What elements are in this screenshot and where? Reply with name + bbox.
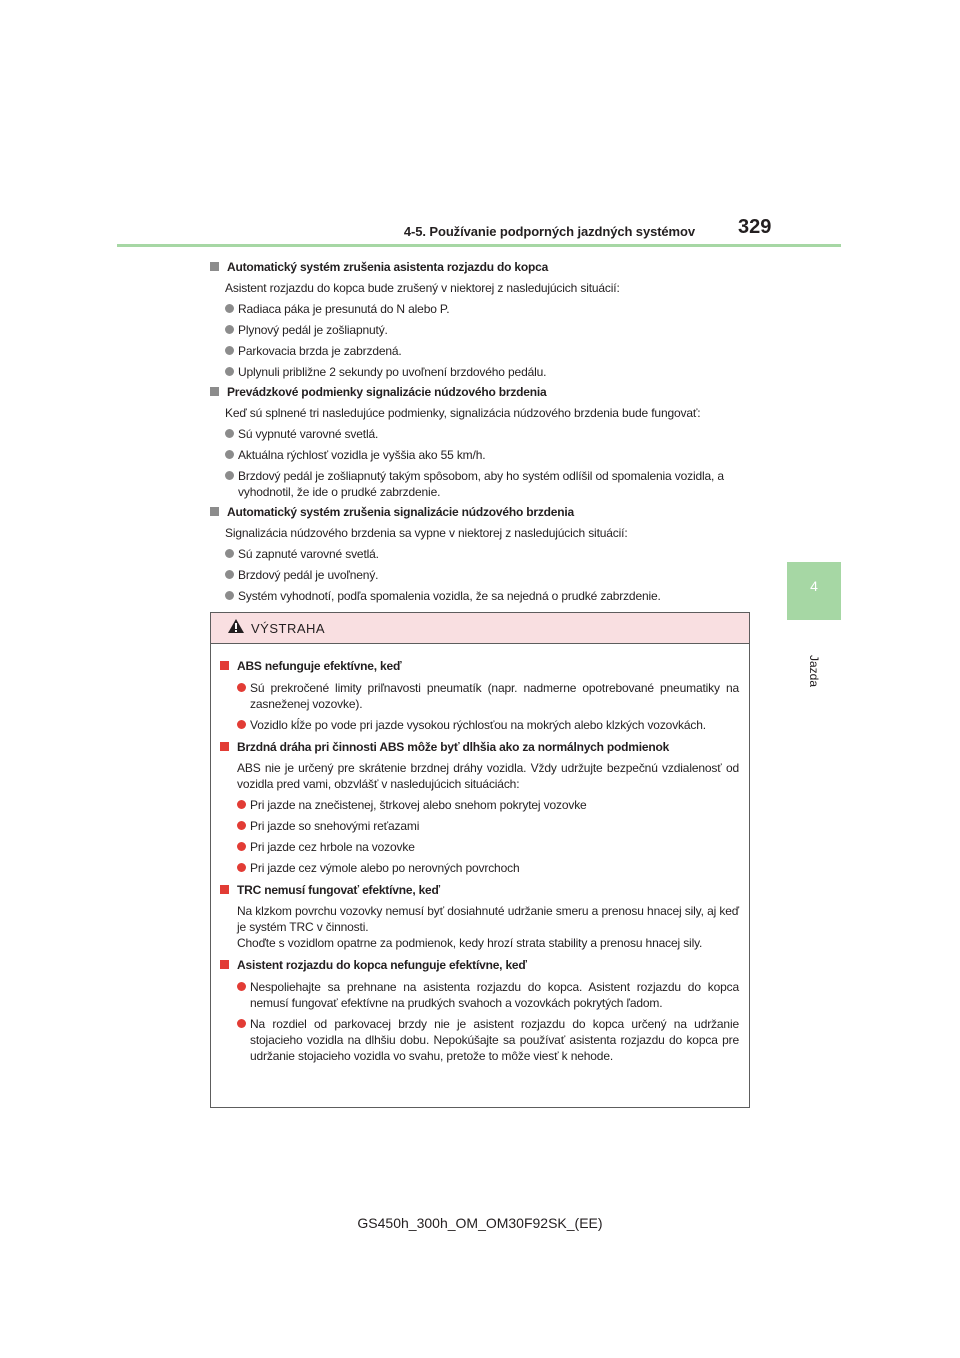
warning-label: VÝSTRAHA	[251, 620, 326, 636]
round-bullet-icon	[237, 982, 246, 991]
list-item: Sú vypnuté varovné svetlá.	[225, 426, 753, 442]
round-bullet-icon	[225, 325, 234, 334]
warning-list-item: Pri jazde so snehovými reťazami	[237, 818, 739, 834]
warning-paragraph: Choďte s vozidlom opatrne za podmienok, kedy hrozí strata stability a prenosu hnacej sily.	[237, 936, 703, 950]
round-bullet-icon	[237, 863, 246, 872]
round-bullet-icon	[237, 1019, 246, 1028]
list-item: Radiaca páka je presunutá do N alebo P.	[225, 301, 753, 317]
warning-list-item: Nespoliehajte sa prehnane na asistenta rozjazdu do kopca. Asistent rozjazdu do kopca nemusí fungovať efektívne na prudkých svahoch a vozovkách pokrytých ľadom.	[237, 979, 739, 1011]
round-bullet-icon	[225, 471, 234, 480]
round-bullet-icon	[237, 720, 246, 729]
section-intro: Asistent rozjazdu do kopca bude zrušený v niektorej z nasledujúcich situácií:	[225, 281, 620, 295]
chapter-label: Jazda	[807, 654, 821, 688]
round-bullet-icon	[225, 570, 234, 579]
page-number: 329	[738, 216, 772, 238]
round-bullet-icon	[237, 842, 246, 851]
round-bullet-icon	[225, 346, 234, 355]
warning-heading: Brzdná dráha pri činnosti ABS môže byť dlhšia ako za normálnych podmienok	[218, 739, 739, 756]
document-code-footer: GS450h_300h_OM_OM30F92SK_(EE)	[357, 1215, 603, 1231]
list-item: Parkovacia brzda je zabrzdená.	[225, 343, 753, 359]
section-intro: Signalizácia núdzového brzdenia sa vypne v niektorej z nasledujúcich situácií:	[225, 526, 628, 540]
square-bullet-icon	[220, 960, 229, 969]
round-bullet-icon	[225, 591, 234, 600]
square-bullet-icon	[210, 387, 219, 396]
warning-list-item: Pri jazde na znečistenej, štrkovej alebo snehom pokrytej vozovke	[237, 797, 739, 813]
warning-list-item: Na rozdiel od parkovacej brzdy nie je asistent rozjazdu do kopca určený na udržanie stojacieho vozidla na dlhšiu dobu. Nepokúšajte sa používať asistenta rozjazdu do kopca pre udržanie stojacieho vozidla vo svahu, pretože to môže viesť k nehode.	[237, 1016, 739, 1064]
warning-body	[211, 644, 749, 1064]
section-heading: Prevádzkové podmienky signalizácie núdzového brzdenia	[208, 384, 753, 401]
warning-list-item: Pri jazde cez výmole alebo po nerovných povrchoch	[237, 860, 739, 876]
round-bullet-icon	[225, 304, 234, 313]
round-bullet-icon	[225, 450, 234, 459]
warning-list-item: Pri jazde cez hrbole na vozovke	[237, 839, 739, 855]
list-item: Uplynuli približne 2 sekundy po uvoľnení brzdového pedálu.	[225, 364, 753, 380]
warning-intro: ABS nie je určený pre skrátenie brzdnej dráhy vozidla. Vždy udržujte bezpečnú vzdialenosť od vozidla pred vami, obzvlášť v nasledujúcich situáciách:	[237, 761, 739, 791]
section-heading: Automatický systém zrušenia asistenta rozjazdu do kopca	[208, 259, 753, 276]
warning-triangle-icon	[227, 618, 245, 639]
square-bullet-icon	[220, 885, 229, 894]
round-bullet-icon	[225, 549, 234, 558]
list-item: Sú zapnuté varovné svetlá.	[225, 546, 753, 562]
square-bullet-icon	[220, 661, 229, 670]
header-divider	[117, 244, 841, 247]
warning-heading: Asistent rozjazdu do kopca nefunguje efektívne, keď	[218, 957, 739, 974]
round-bullet-icon	[237, 683, 246, 692]
list-item: Plynový pedál je zošliapnutý.	[225, 322, 753, 338]
list-item: Brzdový pedál je uvoľnený.	[225, 567, 753, 583]
warning-box	[210, 612, 750, 1108]
round-bullet-icon	[237, 821, 246, 830]
warning-list-item: Vozidlo kĺže po vode pri jazde vysokou rýchlosťou na mokrých alebo klzkých vozovkách.	[237, 717, 739, 733]
round-bullet-icon	[225, 429, 234, 438]
square-bullet-icon	[210, 262, 219, 271]
chapter-tab[interactable]: 4	[787, 562, 841, 620]
warning-paragraph: Na klzkom povrchu vozovky nemusí byť dosiahnuté udržanie smeru a prenosu hnacej sily, aj keď je systém TRC v činnosti.	[237, 904, 739, 934]
warning-header	[211, 613, 749, 644]
main-content	[208, 255, 753, 604]
square-bullet-icon	[210, 507, 219, 516]
section-intro: Keď sú splnené tri nasledujúce podmienky, signalizácia núdzového brzdenia bude fungovať:	[225, 406, 701, 420]
round-bullet-icon	[225, 367, 234, 376]
list-item: Aktuálna rýchlosť vozidla je vyššia ako 55 km/h.	[225, 447, 753, 463]
square-bullet-icon	[220, 742, 229, 751]
warning-list-item: Sú prekročené limity priľnavosti pneumatík (napr. nadmerne opotrebované pneumatiky na zasneženej vozovke).	[237, 680, 739, 712]
section-header-title: 4-5. Používanie podporných jazdných systémov	[403, 224, 695, 239]
round-bullet-icon	[237, 800, 246, 809]
section-heading: Automatický systém zrušenia signalizácie núdzového brzdenia	[208, 504, 753, 521]
list-item: Brzdový pedál je zošliapnutý takým spôsobom, aby ho systém odlíšil od spomalenia vozidla, a vyhodnotil, že ide o prudké zabrzdenie.	[225, 468, 753, 500]
warning-heading: TRC nemusí fungovať efektívne, keď	[218, 882, 739, 899]
warning-heading: ABS nefunguje efektívne, keď	[218, 658, 739, 675]
list-item: Systém vyhodnotí, podľa spomalenia vozidla, že sa nejedná o prudké zabrzdenie.	[225, 588, 753, 604]
